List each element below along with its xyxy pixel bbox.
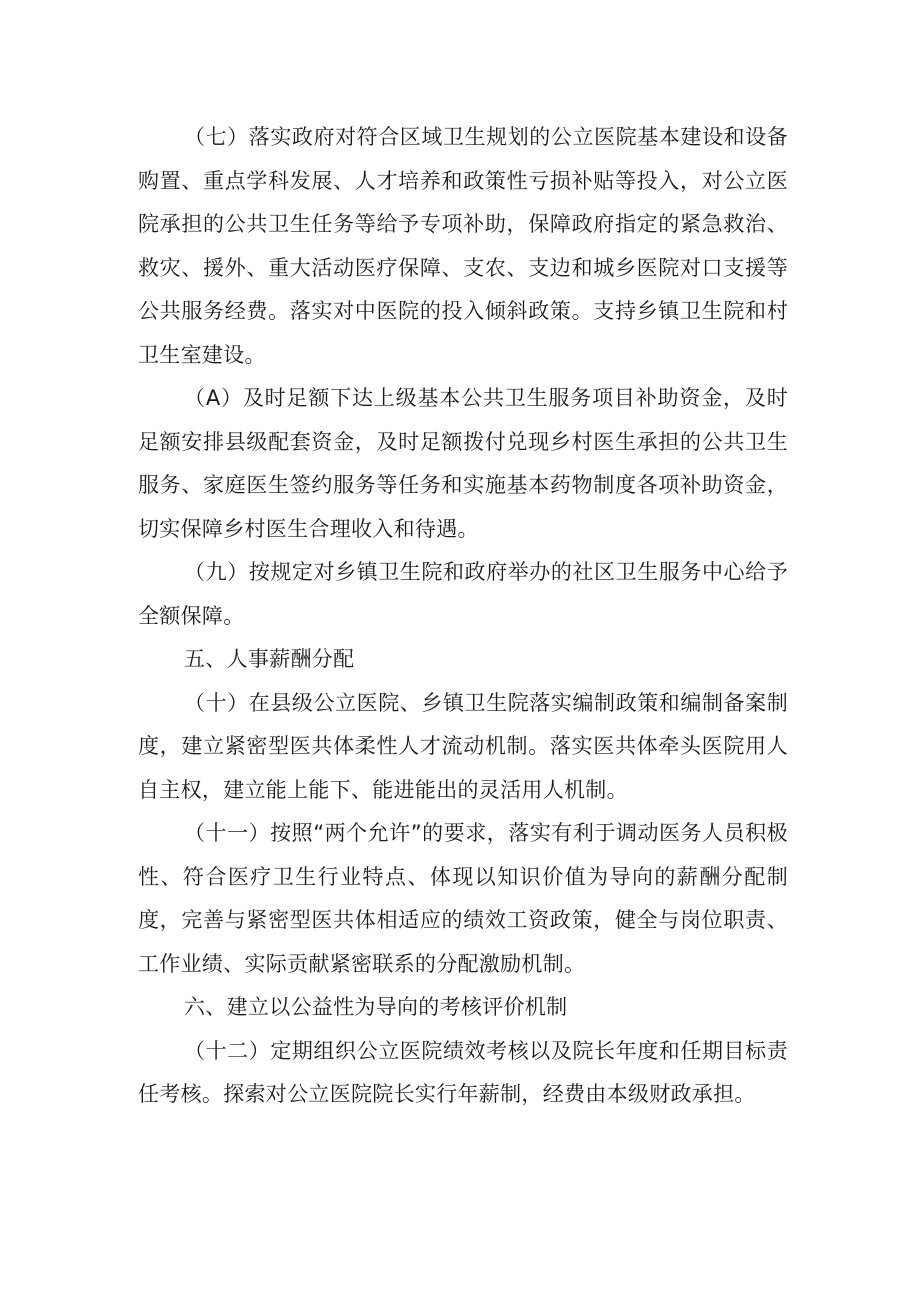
- paragraph-11: （十一）按照“两个允许”的要求，落实有利于调动医务人员积极性、符合医疗卫生行业特点、体现以知识价值为导向的薪酬分配制度，完善与紧密型医共体相适应的绩效工资政策，健全与岗位职责、工作业绩、实际贡献紧密联系的分配激励机制。: [138, 821, 788, 976]
- section-heading-6: 六、建立以公益性为导向的考核评价机制: [184, 995, 568, 1019]
- paragraph-10: （十）在县级公立医院、乡镇卫生院落实编制政策和编制备案制度，建立紧密型医共体柔性人才流动机制。落实医共体牵头医院用人自主权，建立能上能下、能进能出的灵活用人机制。: [138, 690, 788, 802]
- paragraph-7: （七）落实政府对符合区域卫生规划的公立医院基本建设和设备购置、重点学科发展、人才培养和政策性亏损补贴等投入，对公立医院承担的公共卫生任务等给予专项补助，保障政府指定的紧急救治、救灾、援外、重大活动医疗保障、支农、支边和城乡医院对口支援等公共服务经费。落实对中医院的投入倾斜政策。支持乡镇卫生院和村卫生室建设。: [138, 125, 788, 367]
- paragraph-9: （九）按规定对乡镇卫生院和政府举办的社区卫生服务中心给予全额保障。: [138, 560, 788, 628]
- document-body: [138, 116, 788, 1117]
- paragraph-12: （十二）定期组织公立医院绩效考核以及院长年度和任期目标责任考核。探索对公立医院院长实行年薪制，经费由本级财政承担。: [138, 1038, 788, 1106]
- section-heading-5: 五、人事薪酬分配: [184, 647, 355, 671]
- paragraph-8: （A）及时足额下达上级基本公共卫生服务项目补助资金，及时足额安排县级配套资金，及时足额拨付兑现乡村医生承担的公共卫生服务、家庭医生签约服务等任务和实施基本药物制度各项补助资金，切实保障乡村医生合理收入和待遇。: [138, 386, 788, 541]
